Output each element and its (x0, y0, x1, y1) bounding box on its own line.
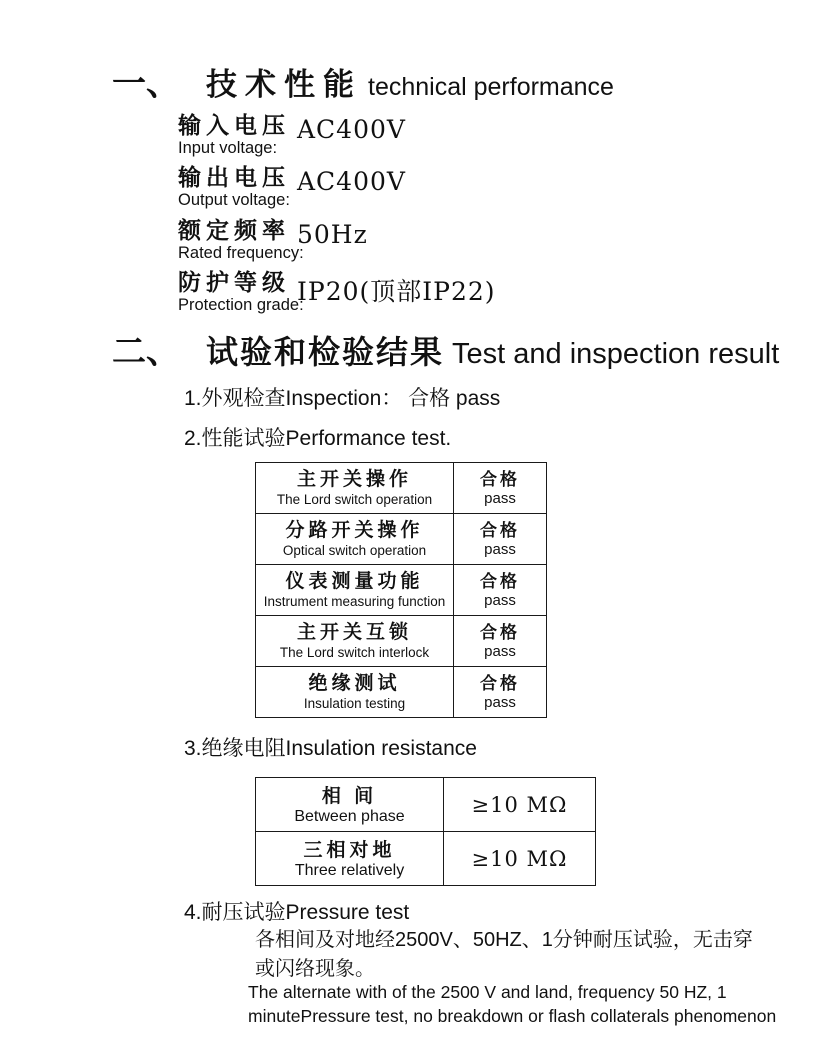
spec-protection-grade-value: IP20(顶部IP22) (297, 277, 496, 306)
table-row (256, 463, 547, 514)
table-row (256, 616, 547, 667)
section1-number: 一、 (112, 64, 180, 104)
spec-input-voltage-label-en: Input voltage: (178, 139, 278, 157)
section2-heading (112, 324, 779, 373)
resistance-name-cell (256, 778, 444, 832)
resistance-name-cell (256, 832, 444, 886)
test-name-zh: 主开关互锁 (296, 622, 412, 643)
pressure-note-zh-line1: 各相间及对地经2500V、50HZ、1分钟耐压试验，无击穿 (255, 929, 753, 951)
pressure-note-en-line2: minutePressure test, no breakdown or flash collaterals phenomenon (248, 1005, 777, 1026)
table-row (256, 667, 547, 718)
spec-output-voltage-value: AC400V (297, 167, 406, 196)
test-result-zh: 合格 (480, 673, 520, 693)
test-name-cell (256, 565, 454, 616)
spec-protection-grade-label-en: Protection grade: (178, 296, 304, 314)
spec-output-voltage-label-zh: 输出电压 (178, 164, 290, 190)
table-row (256, 832, 596, 886)
spec-rated-frequency-label-zh: 额定频率 (178, 217, 290, 243)
test-result-en: pass (484, 693, 516, 711)
test-name-zh: 主开关操作 (296, 469, 412, 490)
test-result-zh: 合格 (480, 520, 520, 540)
test-result-cell (454, 667, 547, 718)
insulation-resistance-table (255, 777, 596, 886)
test-name-en: The Lord switch operation (276, 492, 433, 507)
spec-rated-frequency-label-en: Rated frequency: (178, 244, 304, 262)
pressure-note-zh (255, 926, 753, 984)
test-name-cell (256, 463, 454, 514)
spec-protection-grade-label-zh: 防护等级 (178, 269, 290, 295)
resistance-name-en: Between phase (294, 807, 405, 825)
test-result-en: pass (484, 642, 516, 660)
test-result-en: pass (484, 540, 516, 558)
spec-rated-frequency (178, 217, 368, 263)
test-result-zh: 合格 (480, 469, 520, 489)
pressure-note-en (248, 981, 776, 1028)
spec-output-voltage (178, 164, 406, 210)
spec-input-voltage-label-zh: 输入电压 (178, 112, 290, 138)
spec-protection-grade (178, 269, 496, 315)
test-result-en: pass (484, 591, 516, 609)
item-performance-test: 2.性能试验Performance test. (184, 427, 452, 450)
resistance-value-cell (444, 778, 596, 832)
item-insulation-resistance: 3.绝缘电阻Insulation resistance (184, 737, 477, 760)
test-result-zh: 合格 (480, 622, 520, 642)
section1-title-en: technical performance (368, 73, 614, 101)
test-name-en: Insulation testing (303, 696, 406, 711)
resistance-name-zh: 三相对地 (303, 839, 396, 861)
test-result-zh: 合格 (480, 571, 520, 591)
section1-title-zh: 技术性能 (206, 67, 362, 103)
table-row (256, 565, 547, 616)
resistance-name-en: Three relatively (294, 861, 405, 879)
test-result-cell (454, 463, 547, 514)
table-row (256, 778, 596, 832)
resistance-value-cell (444, 832, 596, 886)
test-name-zh: 绝缘测试 (308, 673, 401, 694)
test-name-en: Instrument measuring function (263, 594, 446, 609)
performance-test-table (255, 462, 547, 718)
test-result-cell (454, 616, 547, 667)
resistance-value: ≥10 MΩ (471, 846, 568, 871)
test-name-en: The Lord switch interlock (279, 645, 430, 660)
section2-number: 二、 (112, 332, 180, 372)
pressure-note-zh-line2: 或闪络现象。 (255, 958, 375, 980)
test-name-zh: 仪表测量功能 (285, 571, 424, 592)
test-name-zh: 分路开关操作 (285, 520, 424, 541)
test-name-en: Optical switch operation (282, 543, 427, 558)
table-row (256, 514, 547, 565)
spec-input-voltage-value: AC400V (297, 115, 406, 144)
test-result-cell (454, 565, 547, 616)
pressure-note-en-line1: The alternate with of the 2500 V and land, frequency 50 HZ, 1 (248, 982, 727, 1002)
section1-heading (112, 56, 614, 105)
resistance-value: ≥10 MΩ (471, 792, 568, 817)
resistance-name-zh: 相 间 (321, 785, 378, 807)
item-pressure-test: 4.耐压试验Pressure test (184, 901, 410, 924)
item-inspection: 1.外观检查Inspection： 合格 pass (184, 387, 501, 410)
test-name-cell (256, 616, 454, 667)
test-name-cell (256, 514, 454, 565)
test-result-cell (454, 514, 547, 565)
section2-title-zh: 试验和检验结果 (206, 333, 445, 371)
spec-input-voltage (178, 112, 406, 158)
spec-output-voltage-label-en: Output voltage: (178, 191, 290, 209)
spec-rated-frequency-value: 50Hz (297, 220, 368, 249)
section2-title-en: Test and inspection result (452, 338, 780, 370)
test-name-cell (256, 667, 454, 718)
test-result-en: pass (484, 489, 516, 507)
